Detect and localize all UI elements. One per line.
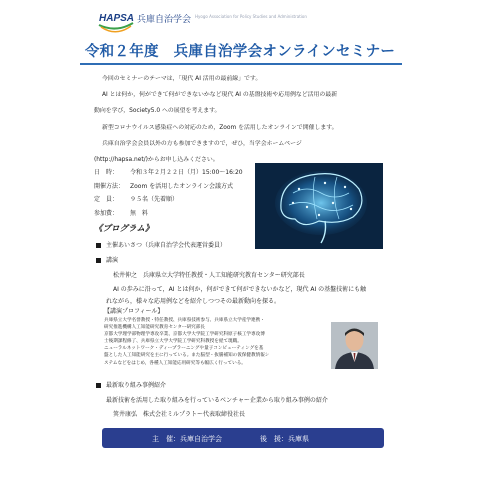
bullet-icon	[96, 243, 101, 248]
profile-line: 兵庫県立大学名誉教授・特任教授、兵庫県技術参与、兵庫県立大学産学連携・	[104, 318, 265, 323]
profile-label: 【講演プロフィール】	[104, 308, 164, 315]
profile-line: 研究推進機構人工知能研究教育センター研究部長	[104, 325, 205, 331]
lecture-description: AI の歩みに沿って，AI とは何か，何ができて何ができないかなど，現代 AI の基盤技術にも触	[113, 286, 367, 293]
capacity-value: ９５名（先着順）	[130, 196, 179, 203]
organizer: 主 催：兵庫自治学会	[152, 435, 222, 443]
case-description: 最新技術を活用した取り組みを行っているベンチャー企業から取り組み事例の紹介	[106, 397, 328, 404]
title-divider	[80, 63, 402, 65]
logo-mark-text: HAPSA	[99, 13, 135, 24]
intro-line: 兵庫自治学会会員以外の方も参加できますので，ぜひ，当学会ホームページ	[102, 140, 302, 147]
opening-text: 主催あいさつ（兵庫自治学会代表運営委員）	[106, 242, 227, 249]
hapsa-logo	[97, 9, 307, 33]
intro-line: 動向を学び，Society5.0 への展望を考えます。	[94, 108, 221, 115]
event-info	[94, 166, 259, 220]
bullet-icon	[96, 383, 101, 388]
hapsa-logo-mark	[97, 9, 135, 33]
fee-key: 参加費：	[94, 209, 119, 217]
fee-row	[94, 207, 259, 221]
method-key: 開催方法：	[94, 182, 125, 190]
footer-bar	[102, 428, 384, 448]
intro-line: AI とは何か，何ができて何ができないかなど現代 AI の基盤技術や応用例など活用の最新	[102, 92, 338, 99]
intro-text	[94, 71, 394, 168]
method-row	[94, 180, 259, 194]
case-heading: 最新取り組み事例紹介	[106, 382, 167, 389]
page-title: 令和２年度 兵庫自治学会オンラインセミナー	[84, 44, 396, 60]
program-label: 《プログラム》	[94, 224, 154, 234]
profile-line: 士後期課程修了、兵庫県立大学大学院工学研究科教授を経て現職。	[104, 339, 242, 345]
logo-name: 兵庫自治学会	[137, 15, 192, 25]
method-value: Zoom を活用したオンライン会議方式	[130, 182, 234, 190]
profile-line: 京都大学理学部物理学専攻卒業、京都大学大学院工学研究科原子核工学専攻博	[104, 332, 265, 338]
lecturer: 松井伸之 兵庫県立大学特任教授・人工知能研究教育センター研究部長	[113, 272, 305, 279]
profile-line: 盤とした人工知能研究を主に行っている。また脳型・抜腸補知の仮保健教情報シ	[104, 353, 270, 359]
case-item	[96, 380, 166, 389]
logo-subtitle: Hyogo Association for Policy Studies and Administration	[195, 14, 307, 19]
intro-line: 新型コロナウイルス感染症への対応のため，Zoom を活用したオンラインで開催します。	[102, 124, 338, 131]
profile-body	[104, 317, 314, 367]
fee-value: 無 料	[130, 209, 149, 217]
date-row	[94, 166, 259, 180]
profile-line: ステムなどをはじめ，各種人工知能応用研究等も幅広く行っている。	[104, 360, 246, 366]
sponsor: 後 援：兵庫県	[260, 435, 309, 443]
lecturer-photo	[331, 322, 378, 369]
bullet-icon	[96, 258, 101, 263]
brain-illustration	[255, 163, 383, 249]
date-key: 日 時：	[94, 169, 119, 176]
opening-item	[96, 240, 226, 249]
lecture-description: れながら，様々な応用例などを紹介しつつその最新動向を探る。	[106, 298, 281, 305]
lecture-heading: 講演	[106, 257, 119, 264]
person-icon	[331, 322, 378, 369]
capacity-key: 定 員：	[94, 196, 119, 203]
profile-line: ニューラルネットワーク・ディープラーニングや量子コンピューティングを基	[104, 346, 264, 352]
ai-brain-image	[255, 163, 383, 249]
date-value: 令和３年２月２２日（月）15:00〜16:20	[130, 169, 243, 176]
lecture-item	[96, 255, 118, 264]
intro-link-line[interactable]: (http://hapsa.net/)からお申し込みください。	[94, 157, 219, 164]
capacity-row	[94, 193, 259, 207]
case-speaker: 箕井康弘 株式会社ミルプラトー代表取締役社長	[113, 411, 246, 418]
intro-line: 今回のセミナーのテーマは，「現代 AI 活用の最前線」です。	[102, 76, 262, 82]
